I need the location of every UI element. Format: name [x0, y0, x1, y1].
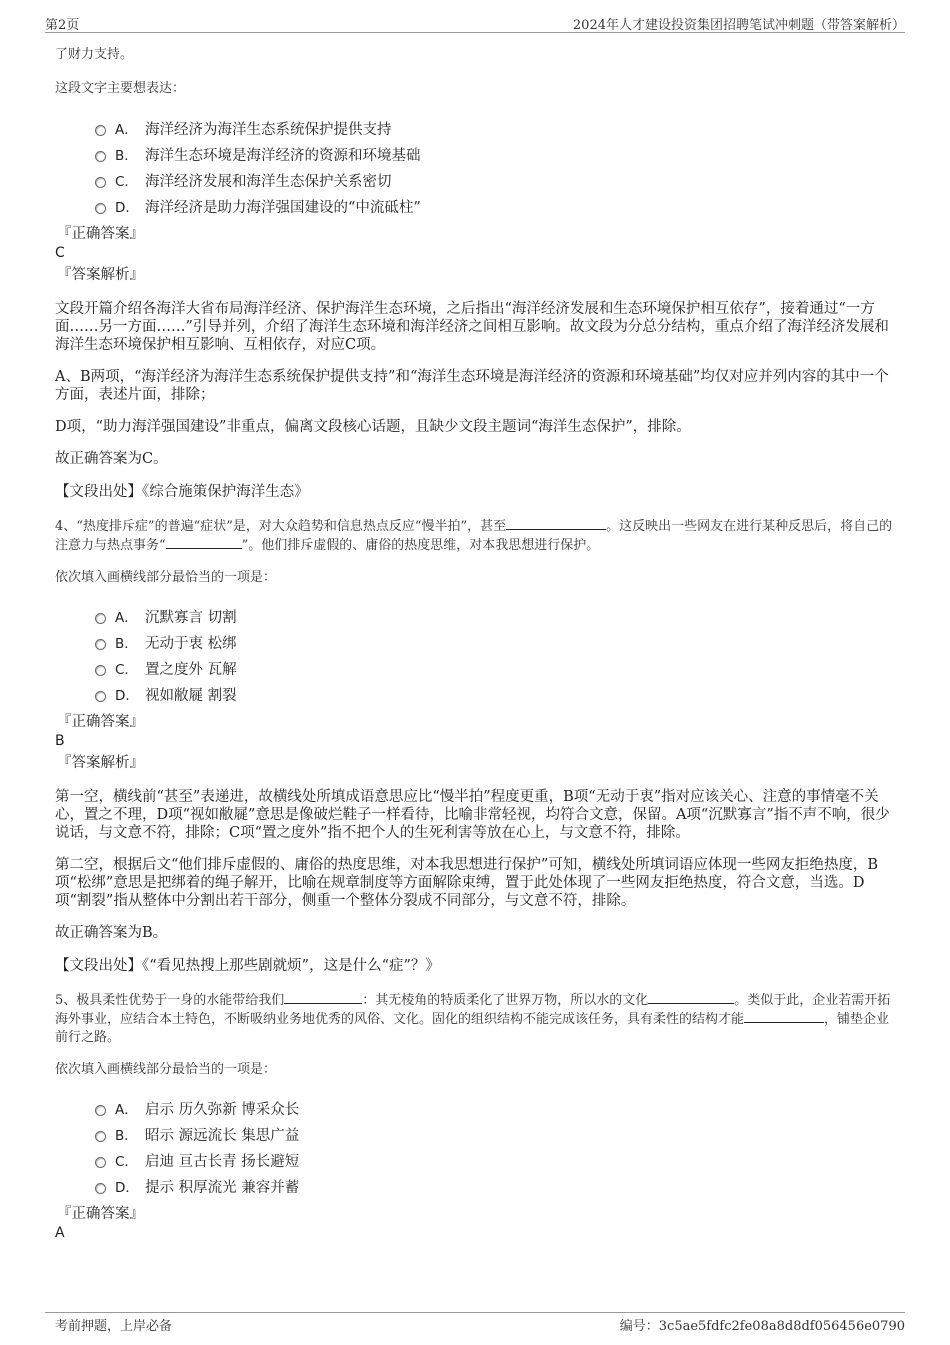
q4-option-a[interactable]: A． 沉默寡言 切割: [95, 603, 895, 629]
q4-stem: 4、“热度排斥症”的普遍“症状”是，对大众趋势和信息热点反应“慢半拍”，甚至 。这反映出一些网友在进行某种反思后，将自己的注意力与热点事务“ ”。他们排斥虚假的、庸俗的热度思维，对本我思想进行保护。: [55, 519, 893, 553]
q4-prompt: 依次填入画横线部分最恰当的一项是：: [55, 570, 277, 585]
radio-icon[interactable]: [95, 691, 106, 702]
radio-icon[interactable]: [95, 151, 106, 162]
q4-answer: B: [55, 733, 65, 749]
document-title: 2024年人才建设投资集团招聘笔试冲刺题（带答案解析）: [572, 18, 905, 33]
page-footer: [45, 1312, 905, 1334]
radio-icon[interactable]: [95, 613, 106, 624]
q3-analysis-p2: A、B两项，“海洋经济为海洋生态系统保护提供支持”和“海洋生态环境是海洋经济的资源和环境基础”均仅对应并列内容的其中一个方面，表述片面，排除；: [55, 369, 889, 403]
radio-icon[interactable]: [95, 1105, 106, 1116]
q5-option-d[interactable]: D． 提示 积厚流光 兼容并蓄: [95, 1173, 895, 1199]
q3-analysis-p3: D项，“助力海洋强国建设”非重点，偏离文段核心话题，且缺少文段主题词“海洋生态保护”，排除。: [55, 419, 691, 435]
q5-option-b[interactable]: B． 昭示 源远流长 集思广益: [95, 1121, 895, 1147]
blank-line: [284, 991, 362, 1004]
q3-option-a[interactable]: A． 海洋经济为海洋生态系统保护提供支持: [95, 115, 895, 141]
q3-prompt: 这段文字主要想表达：: [55, 81, 186, 96]
continuation-text: 了财力支持。: [55, 47, 134, 62]
radio-icon[interactable]: [95, 639, 106, 650]
q3-analysis-p1: 文段开篇介绍各海洋大省布局海洋经济、保护海洋生态环境，之后指出“海洋经济发展和生态环境保护相互依存”，接着通过“一方面……另一方面……”引导并列，介绍了海洋生态环境和海洋经济之间相互影响。故文段为分总分结构，重点介绍了海洋经济发展和海洋生态环境保护相互影响、互相依存，对应C项。: [55, 301, 889, 353]
page-number: 第2页: [45, 18, 80, 33]
q5-option-c[interactable]: C． 启迪 亘古长青 扬长避短: [95, 1147, 895, 1173]
q5-prompt: 依次填入画横线部分最恰当的一项是：: [55, 1062, 277, 1077]
blank-line: [166, 536, 242, 549]
radio-icon[interactable]: [95, 1131, 106, 1142]
q5-stem: 5、极具柔性优势于一身的水能带给我们 ：其无棱角的特质柔化了世界万物，所以水的文化 。类似于此，企业若需开拓海外事业，应结合本土特色，不断吸纳业务地优秀的风俗、文化。固化的组织结构不能完成该任务，具有柔性的结构才能 ，铺垫企业前行之路。: [55, 993, 891, 1045]
q4-analysis-p1: 第一空，横线前“甚至”表递进，故横线处所填成语意思应比“慢半拍”程度更重，B项“无动于衷”指对应该关心、注意的事情毫不关心，置之不理，D项“视如敝屣”意思是像破烂鞋子一样看待，比喻非常轻视，均符合文意，保留。A项“沉默寡言”指不声不响，很少说话，与文意不符，排除；C项“置之度外”指不把个人的生死利害等放在心上，与文意不符，排除。: [55, 789, 890, 841]
radio-icon[interactable]: [95, 1157, 106, 1168]
q3-source: 【文段出处】《综合施策保护海洋生态》: [55, 484, 309, 500]
q3-option-c[interactable]: C． 海洋经济发展和海洋生态保护关系密切: [95, 167, 895, 193]
q5-option-a[interactable]: A． 启示 历久弥新 博采众长: [95, 1095, 895, 1121]
blank-line: [744, 1010, 824, 1023]
q3-analysis-p4: 故正确答案为C。: [55, 451, 168, 467]
q5-answer-label: 『正确答案』: [57, 1206, 144, 1222]
q4-option-b[interactable]: B． 无动于衷 松绑: [95, 629, 895, 655]
radio-icon[interactable]: [95, 665, 106, 676]
radio-icon[interactable]: [95, 203, 106, 214]
radio-icon[interactable]: [95, 125, 106, 136]
blank-line: [506, 517, 606, 530]
q4-option-c[interactable]: C． 置之度外 瓦解: [95, 655, 895, 681]
page-header: [45, 12, 905, 33]
q4-option-d[interactable]: D． 视如敝屣 割裂: [95, 681, 895, 707]
q4-analysis-p3: 故正确答案为B。: [55, 925, 168, 941]
q3-analysis-label: 『答案解析』: [57, 267, 144, 283]
q4-answer-label: 『正确答案』: [57, 714, 144, 730]
q4-source: 【文段出处】《“看见热搜上那些剧就烦”，这是什么“症”？》: [55, 958, 440, 974]
radio-icon[interactable]: [95, 177, 106, 188]
q5-options: [95, 1095, 895, 1199]
q4-analysis-p2: 第二空，根据后文“他们排斥虚假的、庸俗的热度思维，对本我思想进行保护”可知，横线处所填词语应体现一些网友拒绝热度，B项“松绑”意思是把绑着的绳子解开，比喻在规章制度等方面解除束缚，置于此处体现了一些网友拒绝热度，符合文意，当选。D项“割裂”指从整体中分割出若干部分，侧重一个整体分裂成不同部分，与文意不符，排除。: [55, 857, 878, 909]
q4-analysis-label: 『答案解析』: [57, 755, 144, 771]
footer-motto: 考前押题，上岸必备: [55, 1319, 173, 1334]
q3-option-b[interactable]: B． 海洋生态环境是海洋经济的资源和环境基础: [95, 141, 895, 167]
radio-icon[interactable]: [95, 1183, 106, 1194]
blank-line: [648, 991, 734, 1004]
q5-answer: A: [55, 1225, 65, 1241]
q3-answer-label: 『正确答案』: [57, 226, 144, 242]
q3-answer: C: [55, 245, 65, 261]
document-code: 编号：3c5ae5fdfc2fe08a8d8df056456e0790: [619, 1319, 905, 1334]
q3-option-d[interactable]: D． 海洋经济是助力海洋强国建设的“中流砥柱”: [95, 193, 895, 219]
q3-options: [95, 115, 895, 219]
q4-options: [95, 603, 895, 707]
page-content: [55, 46, 895, 1243]
